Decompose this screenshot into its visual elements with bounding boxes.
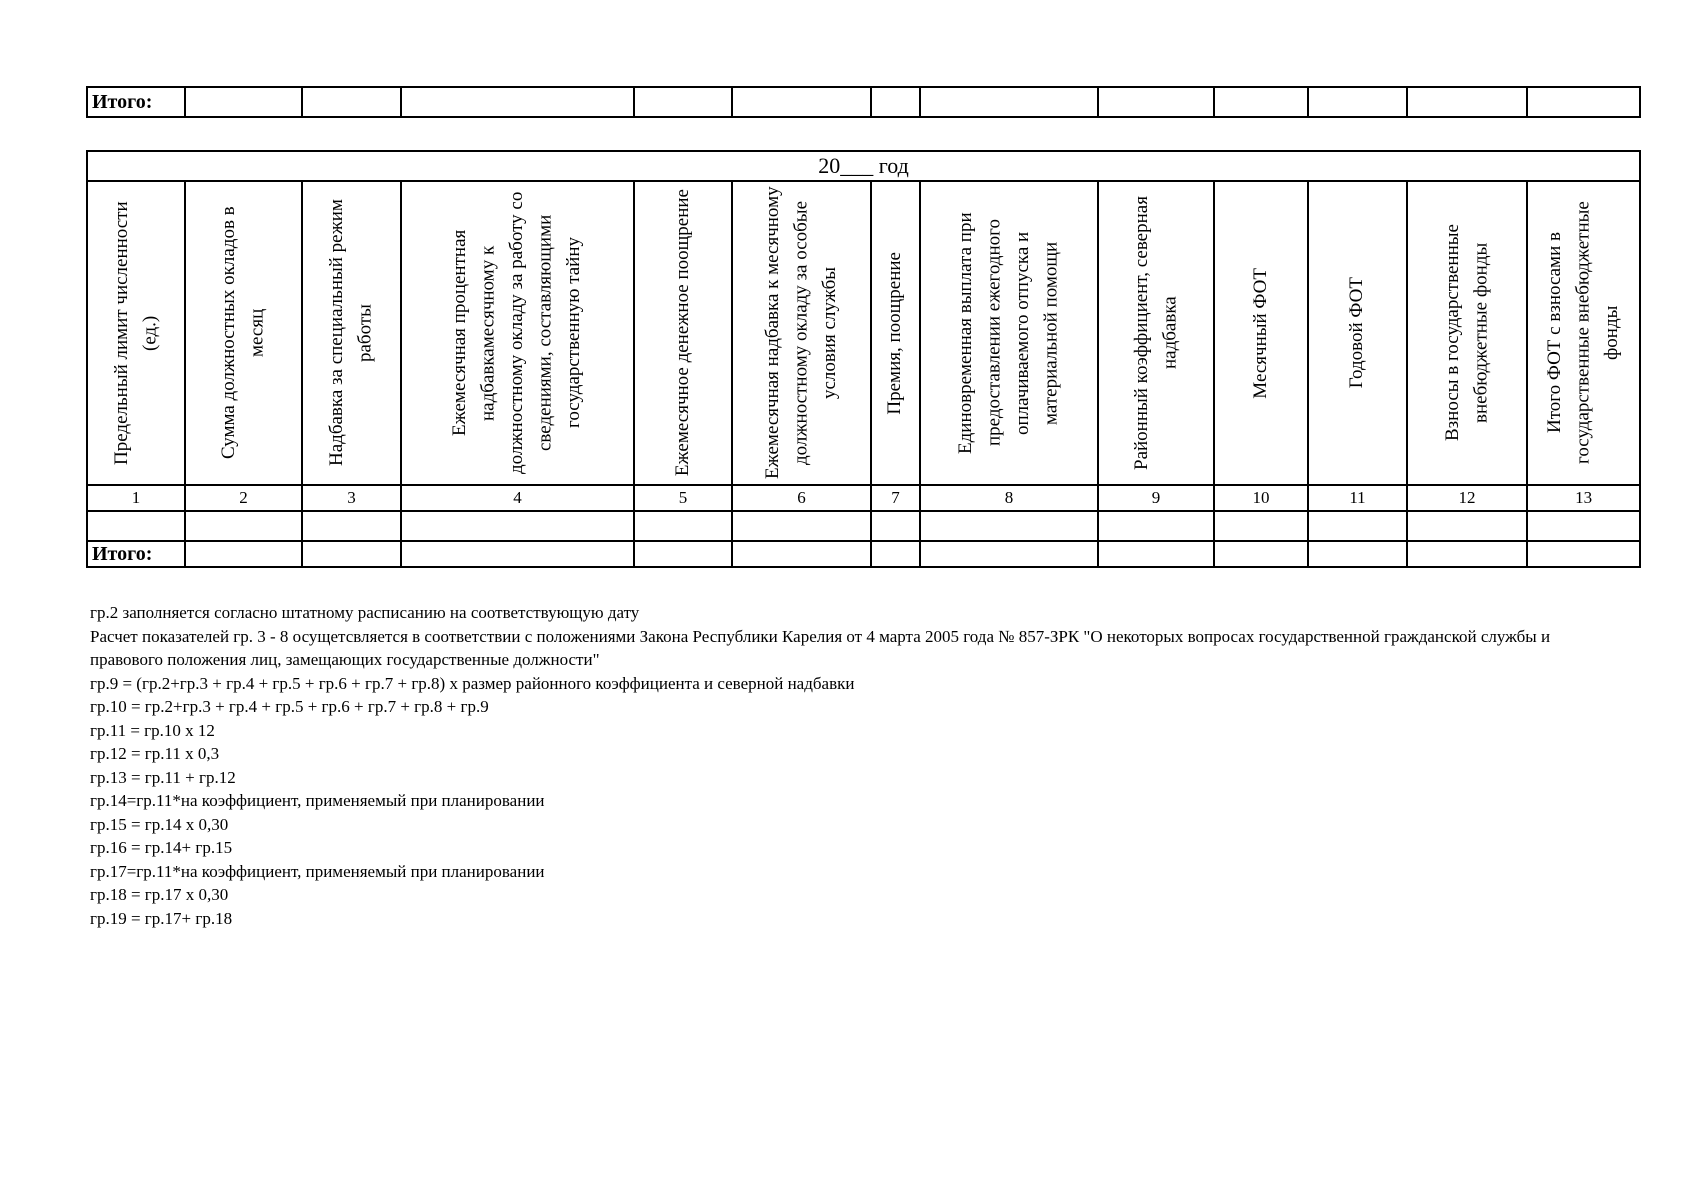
total-label: Итого: [87, 541, 185, 567]
note-line: гр.15 = гр.14 х 0,30 [90, 814, 229, 834]
data-cell [634, 511, 732, 541]
total-cell [302, 87, 401, 117]
note-line: гр.9 = (гр.2+гр.3 + гр.4 + гр.5 + гр.6 + гр.7 + гр.8) х размер районного коэффициента и северной надбавки [90, 673, 855, 693]
header-cell [732, 181, 871, 485]
total-cell [634, 541, 732, 567]
header-row [87, 181, 1640, 485]
data-cell [1407, 511, 1527, 541]
note-line: гр.14=гр.11*на коэффициент, применяемый при планировании [90, 791, 545, 810]
note-line: гр.17=гр.11*на коэффициент, применяемый при планировании [90, 861, 545, 881]
total-cell [1527, 541, 1640, 567]
total-cell [185, 87, 302, 117]
note-line: гр.13 = гр.11 + гр.12 [90, 767, 236, 787]
column-number: 2 [185, 485, 302, 511]
data-cell [302, 511, 401, 541]
column-number: 5 [634, 485, 732, 511]
data-cell [871, 511, 920, 541]
column-number: 13 [1527, 485, 1640, 511]
column-number: 4 [401, 485, 634, 511]
total-cell [401, 541, 634, 567]
column-number-row [87, 485, 1640, 511]
total-cell [185, 541, 302, 567]
data-cell [1527, 511, 1640, 541]
top-total-table [86, 86, 1641, 118]
column-number: 3 [302, 485, 401, 511]
column-number: 8 [920, 485, 1098, 511]
total-cell [1098, 541, 1214, 567]
total-cell [302, 541, 401, 567]
top-total-label: Итого: [87, 87, 185, 117]
data-cell [185, 511, 302, 541]
header-text: Ежемесячная надбавка к месячному должностному окладу за особые условия службы [761, 186, 840, 480]
total-cell [1407, 541, 1527, 567]
total-cell [634, 87, 732, 117]
note-line: гр.11 = гр.10 х 12 [90, 720, 215, 740]
total-row [87, 541, 1640, 567]
total-cell [401, 87, 634, 117]
year-row [87, 151, 1640, 181]
header-text: Годовой ФОТ [1346, 277, 1368, 389]
data-cell [1308, 511, 1407, 541]
top-total-row [87, 87, 1640, 117]
header-text: Премия, поощрение [884, 251, 906, 415]
note-line: гр.18 = гр.17 х 0,30 [90, 885, 229, 904]
column-number: 10 [1214, 485, 1308, 511]
header-text: Ежемесячное денежное поощрение [671, 189, 693, 477]
column-number: 11 [1308, 485, 1407, 511]
header-cell [185, 181, 302, 485]
header-text: Надбавка за специальный режим работы [326, 199, 376, 467]
total-cell [1308, 87, 1407, 117]
total-cell [1214, 87, 1308, 117]
year-label: 20___ год [87, 151, 1640, 181]
data-cell [920, 511, 1098, 541]
note-line: Расчет показателей гр. 3 - 8 осущетсвляется в соответствии с положениями Закона Республики Карелия от 4 марта 2005 года № 857-ЗРК "О некоторых вопросах государственной гражданской службы и правового положения лиц, замещающих государственные должности" [90, 626, 1551, 669]
header-text: Месячный ФОТ [1249, 267, 1271, 399]
note-line: гр.10 = гр.2+гр.3 + гр.4 + гр.5 + гр.6 + гр.7 + гр.8 + гр.9 [90, 697, 489, 716]
header-cell [87, 181, 185, 485]
data-cell [401, 511, 634, 541]
column-number: 1 [87, 485, 185, 511]
header-cell [920, 181, 1098, 485]
column-number: 12 [1407, 485, 1527, 511]
column-number: 7 [871, 485, 920, 511]
header-text: Сумма должностных окладов в месяц [218, 206, 268, 460]
data-cell [1214, 511, 1308, 541]
data-cell [1098, 511, 1214, 541]
note-line: гр.16 = гр.14+ гр.15 [90, 838, 233, 857]
total-cell [871, 87, 920, 117]
note-line: гр.12 = гр.11 х 0,3 [90, 744, 220, 763]
total-cell [732, 87, 871, 117]
total-cell [1308, 541, 1407, 567]
total-cell [1527, 87, 1640, 117]
header-cell [634, 181, 732, 485]
header-text: Итого ФОТ с взносами в государственные внебюджетные фонды [1543, 201, 1622, 465]
data-cell [87, 511, 185, 541]
total-cell [920, 87, 1098, 117]
year-table [86, 150, 1641, 568]
column-number: 9 [1098, 485, 1214, 511]
header-cell [401, 181, 634, 485]
total-cell [1214, 541, 1308, 567]
total-cell [920, 541, 1098, 567]
header-cell [1214, 181, 1308, 485]
total-cell [1407, 87, 1527, 117]
header-cell [1407, 181, 1527, 485]
header-text: Взносы в государственные внебюджетные фонды [1441, 224, 1491, 442]
header-cell [1308, 181, 1407, 485]
total-cell [732, 541, 871, 567]
header-text: Районный коэффициент, северная надбавка [1130, 196, 1180, 470]
header-cell [871, 181, 920, 485]
header-cell [1098, 181, 1214, 485]
data-cell [732, 511, 871, 541]
column-number: 6 [732, 485, 871, 511]
note-line: гр.2 заполняется согласно штатному расписанию на соответствующую дату [90, 603, 640, 622]
header-cell [1527, 181, 1640, 485]
total-cell [1098, 87, 1214, 117]
header-cell [302, 181, 401, 485]
total-cell [871, 541, 920, 567]
note-line: гр.19 = гр.17+ гр.18 [90, 908, 233, 928]
header-text: Предельный лимит численности (ед.) [110, 201, 160, 465]
notes-block [90, 601, 1590, 930]
header-text: Ежемесячная процентная надбавкамесячному к должностному окладу за работу со сведениями, составляющими государственную тайну [449, 191, 585, 475]
data-row [87, 511, 1640, 541]
header-text: Единовременная выплата при предоставлении ежегодного оплачиваемого отпуска и материальной помощи [955, 212, 1062, 454]
